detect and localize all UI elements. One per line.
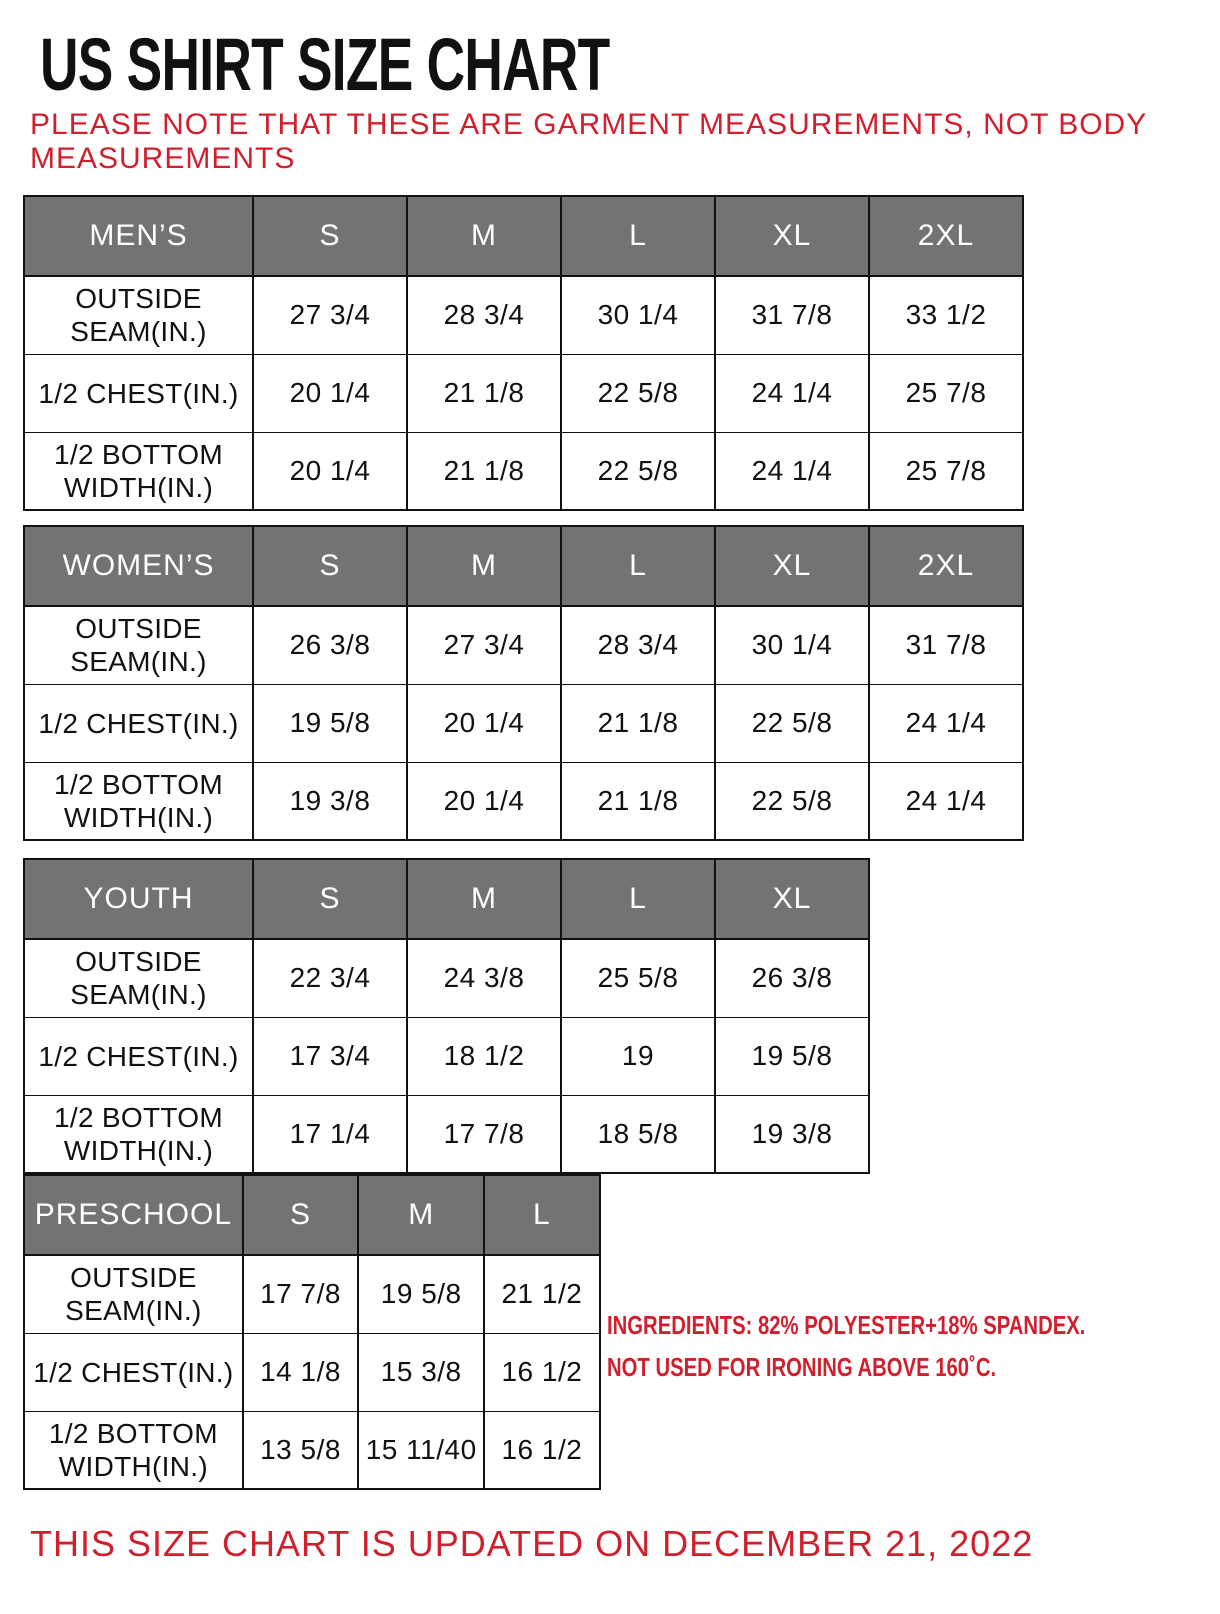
label-line: 1/2 BOTTOM bbox=[48, 1417, 218, 1449]
category-header-cell: MEN’S bbox=[24, 196, 253, 276]
size-header-cell: 2XL bbox=[869, 196, 1023, 276]
measurement-value-cell: 27 3/4 bbox=[407, 606, 561, 684]
size-header-cell: L bbox=[561, 526, 715, 606]
category-header-cell: WOMEN’S bbox=[24, 526, 253, 606]
measurement-value-cell: 21 1/8 bbox=[561, 684, 715, 762]
measurement-label-cell bbox=[24, 606, 253, 684]
size-header-cell: L bbox=[561, 859, 715, 939]
label-line: WIDTH(IN.) bbox=[63, 1134, 214, 1166]
measurement-value-cell: 20 1/4 bbox=[407, 762, 561, 840]
mens-size-table bbox=[23, 195, 1024, 511]
header-row bbox=[24, 526, 1023, 606]
size-header-cell: M bbox=[407, 196, 561, 276]
label-line: SEAM(IN.) bbox=[70, 316, 207, 348]
garment-measurement-note bbox=[30, 108, 1220, 176]
measurement-value-cell: 24 1/4 bbox=[715, 354, 869, 432]
label-line: 1/2 BOTTOM bbox=[54, 438, 223, 470]
measurement-value-cell: 30 1/4 bbox=[561, 276, 715, 354]
label-line: SEAM(IN.) bbox=[70, 646, 207, 678]
note-line-1: PLEASE NOTE THAT THESE ARE GARMENT MEASUREMENTS, NOT BODY bbox=[30, 108, 1148, 141]
measurement-value-cell: 24 1/4 bbox=[715, 432, 869, 510]
measurement-value-cell: 16 1/2 bbox=[484, 1333, 600, 1411]
label-line: WIDTH(IN.) bbox=[63, 471, 214, 503]
size-header-cell: S bbox=[253, 859, 407, 939]
table-row bbox=[24, 1255, 600, 1333]
table-row bbox=[24, 354, 1023, 432]
measurement-value-cell: 17 7/8 bbox=[243, 1255, 358, 1333]
table-row bbox=[24, 606, 1023, 684]
measurement-value-cell: 21 1/8 bbox=[407, 354, 561, 432]
measurement-value-cell: 18 1/2 bbox=[407, 1017, 561, 1095]
measurement-value-cell: 16 1/2 bbox=[484, 1411, 600, 1489]
label-line: SEAM(IN.) bbox=[65, 1295, 202, 1327]
label-line: 1/2 CHEST(IN.) bbox=[38, 707, 239, 739]
youth-size-table bbox=[23, 858, 870, 1174]
measurement-value-cell: 28 3/4 bbox=[561, 606, 715, 684]
measurement-value-cell: 22 5/8 bbox=[715, 762, 869, 840]
table-row bbox=[24, 684, 1023, 762]
ingredients-note bbox=[607, 1304, 1085, 1388]
label-line: WIDTH(IN.) bbox=[63, 801, 214, 833]
measurement-value-cell: 26 3/8 bbox=[253, 606, 407, 684]
label-line: 1/2 BOTTOM bbox=[54, 1101, 223, 1133]
measurement-value-cell: 15 11/40 bbox=[358, 1411, 484, 1489]
size-header-cell: XL bbox=[715, 196, 869, 276]
label-line: 1/2 CHEST(IN.) bbox=[38, 377, 239, 409]
measurement-value-cell: 19 3/8 bbox=[253, 762, 407, 840]
measurement-value-cell: 33 1/2 bbox=[869, 276, 1023, 354]
measurement-value-cell: 19 bbox=[561, 1017, 715, 1095]
note-line-2: MEASUREMENTS bbox=[30, 142, 296, 175]
table-row bbox=[24, 1095, 869, 1173]
size-header-cell: XL bbox=[715, 859, 869, 939]
measurement-value-cell: 25 7/8 bbox=[869, 354, 1023, 432]
womens-size-table bbox=[23, 525, 1024, 841]
category-header-cell: YOUTH bbox=[24, 859, 253, 939]
measurement-value-cell: 22 3/4 bbox=[253, 939, 407, 1017]
measurement-label-cell bbox=[24, 432, 253, 510]
size-header-cell: M bbox=[407, 859, 561, 939]
measurement-value-cell: 18 5/8 bbox=[561, 1095, 715, 1173]
measurement-value-cell: 27 3/4 bbox=[253, 276, 407, 354]
measurement-value-cell: 13 5/8 bbox=[243, 1411, 358, 1489]
measurement-label-cell bbox=[24, 1333, 243, 1411]
measurement-value-cell: 26 3/8 bbox=[715, 939, 869, 1017]
measurement-label-cell bbox=[24, 276, 253, 354]
size-header-cell: XL bbox=[715, 526, 869, 606]
measurement-value-cell: 24 1/4 bbox=[869, 684, 1023, 762]
ingredients-line-2: NOT USED FOR IRONING ABOVE 160˚C. bbox=[606, 1352, 996, 1382]
measurement-label-cell bbox=[24, 1411, 243, 1489]
measurement-value-cell: 17 1/4 bbox=[253, 1095, 407, 1173]
category-header-cell: PRESCHOOL bbox=[24, 1175, 243, 1255]
measurement-value-cell: 21 1/8 bbox=[561, 762, 715, 840]
measurement-value-cell: 25 7/8 bbox=[869, 432, 1023, 510]
measurement-label-cell bbox=[24, 684, 253, 762]
measurement-value-cell: 24 1/4 bbox=[869, 762, 1023, 840]
label-line: SEAM(IN.) bbox=[70, 979, 207, 1011]
size-header-cell: 2XL bbox=[869, 526, 1023, 606]
measurement-label-cell bbox=[24, 1255, 243, 1333]
table-row bbox=[24, 1411, 600, 1489]
table-row bbox=[24, 1017, 869, 1095]
page-title: US SHIRT SIZE CHART bbox=[40, 23, 610, 106]
header-row bbox=[24, 196, 1023, 276]
measurement-value-cell: 30 1/4 bbox=[715, 606, 869, 684]
measurement-value-cell: 22 5/8 bbox=[715, 684, 869, 762]
table-row bbox=[24, 432, 1023, 510]
label-line: 1/2 BOTTOM bbox=[54, 768, 223, 800]
measurement-value-cell: 21 1/8 bbox=[407, 432, 561, 510]
preschool-section bbox=[23, 1174, 1220, 1490]
measurement-value-cell: 19 5/8 bbox=[715, 1017, 869, 1095]
label-line: 1/2 CHEST(IN.) bbox=[33, 1356, 234, 1388]
measurement-value-cell: 21 1/2 bbox=[484, 1255, 600, 1333]
measurement-value-cell: 19 5/8 bbox=[253, 684, 407, 762]
measurement-value-cell: 17 3/4 bbox=[253, 1017, 407, 1095]
table-row bbox=[24, 762, 1023, 840]
label-line: 1/2 CHEST(IN.) bbox=[38, 1040, 239, 1072]
table-row bbox=[24, 1333, 600, 1411]
measurement-value-cell: 25 5/8 bbox=[561, 939, 715, 1017]
measurement-value-cell: 22 5/8 bbox=[561, 432, 715, 510]
measurement-value-cell: 20 1/4 bbox=[253, 432, 407, 510]
label-line: OUTSIDE bbox=[75, 283, 202, 315]
measurement-value-cell: 19 5/8 bbox=[358, 1255, 484, 1333]
measurement-value-cell: 31 7/8 bbox=[715, 276, 869, 354]
size-header-cell: L bbox=[561, 196, 715, 276]
ingredients-line-1: INGREDIENTS: 82% POLYESTER+18% SPANDEX. bbox=[606, 1310, 1086, 1340]
table-row bbox=[24, 276, 1023, 354]
size-header-cell: S bbox=[243, 1175, 358, 1255]
measurement-value-cell: 17 7/8 bbox=[407, 1095, 561, 1173]
measurement-value-cell: 19 3/8 bbox=[715, 1095, 869, 1173]
label-line: WIDTH(IN.) bbox=[58, 1450, 208, 1482]
size-header-cell: S bbox=[253, 526, 407, 606]
measurement-value-cell: 15 3/8 bbox=[358, 1333, 484, 1411]
preschool-size-table bbox=[23, 1174, 601, 1490]
measurement-value-cell: 28 3/4 bbox=[407, 276, 561, 354]
header-row bbox=[24, 859, 869, 939]
measurement-value-cell: 20 1/4 bbox=[407, 684, 561, 762]
size-header-cell: S bbox=[253, 196, 407, 276]
measurement-label-cell bbox=[24, 762, 253, 840]
size-header-cell: M bbox=[407, 526, 561, 606]
size-header-cell: M bbox=[358, 1175, 484, 1255]
label-line: OUTSIDE bbox=[75, 946, 202, 978]
measurement-label-cell bbox=[24, 1095, 253, 1173]
table-row bbox=[24, 939, 869, 1017]
update-date-note: THIS SIZE CHART IS UPDATED ON DECEMBER 21, 2022 bbox=[30, 1523, 1034, 1564]
measurement-value-cell: 22 5/8 bbox=[561, 354, 715, 432]
measurement-value-cell: 31 7/8 bbox=[869, 606, 1023, 684]
size-header-cell: L bbox=[484, 1175, 600, 1255]
measurement-value-cell: 24 3/8 bbox=[407, 939, 561, 1017]
measurement-value-cell: 14 1/8 bbox=[243, 1333, 358, 1411]
label-line: OUTSIDE bbox=[70, 1262, 197, 1294]
measurement-label-cell bbox=[24, 1017, 253, 1095]
header-row bbox=[24, 1175, 600, 1255]
measurement-value-cell: 20 1/4 bbox=[253, 354, 407, 432]
measurement-label-cell bbox=[24, 354, 253, 432]
label-line: OUTSIDE bbox=[75, 613, 202, 645]
measurement-label-cell bbox=[24, 939, 253, 1017]
